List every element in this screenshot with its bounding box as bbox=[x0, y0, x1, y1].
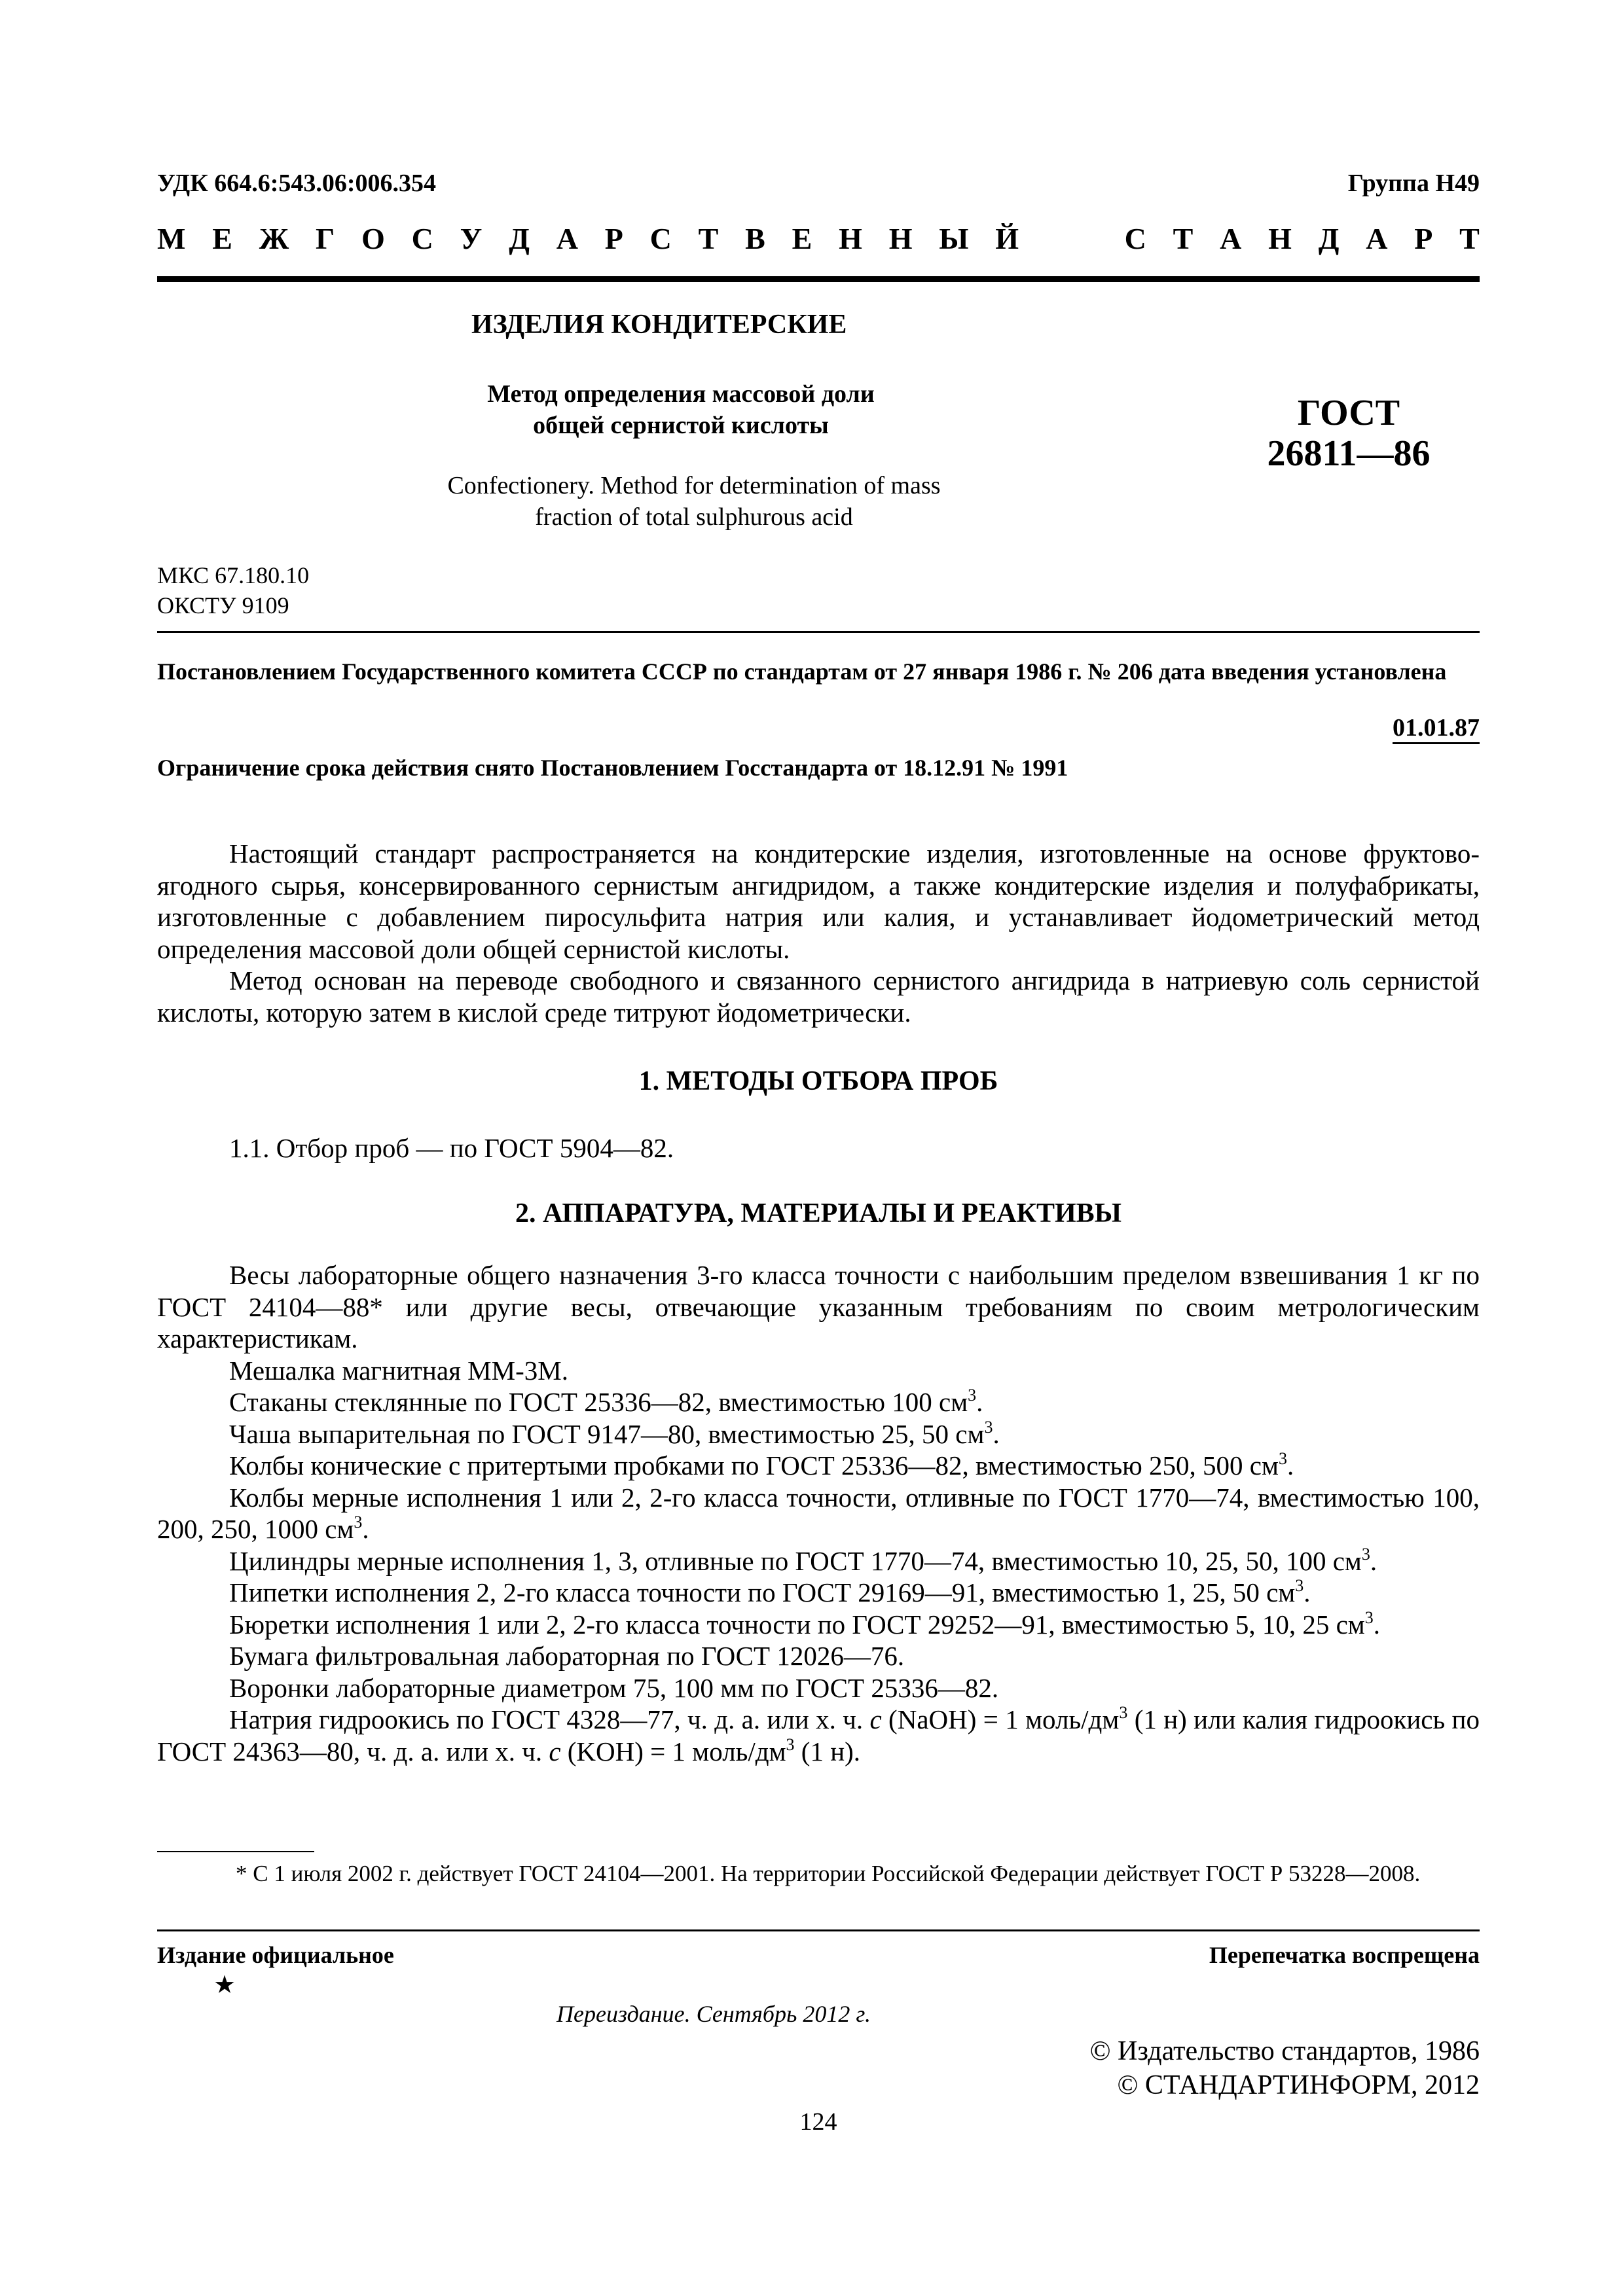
list-item: Стаканы стеклянные по ГОСТ 25336—82, вместимостью 100 $см^3$. bbox=[229, 1386, 983, 1417]
document-page bbox=[157, 0, 1480, 2296]
gost-number: ГОСТ 26811—86 bbox=[1267, 393, 1431, 474]
list-item: Колбы конические с притертыми пробками по ГОСТ 25336—82, вместимостью 250, 500 $см^3$. bbox=[229, 1449, 1294, 1480]
english-title: Confectionery. Method for determination of mass fraction of total sulphurous acid bbox=[447, 472, 941, 531]
list-item: Весы лабораторные общего назначения 3-го класса точности с наибольшим пределом взвешивания 1 кг по ГОСТ 24104—88* или другие весы, отвечающие указанным требованиям по своим метрологическим характеристикам. bbox=[157, 1260, 1480, 1354]
list-item: Колбы мерные исполнения 1 или 2, 2-го класса точности, отливные по ГОСТ 1770—74, вместимостью 100, 200, 250, 1000 $см^3$. bbox=[157, 1482, 1480, 1544]
footnote: * С 1 июля 2002 г. действует ГОСТ 24104—2001. На территории Российской Федерации действует ГОСТ Р 53228—2008. bbox=[236, 1861, 1421, 1886]
star-icon: ★ bbox=[213, 1971, 236, 1999]
section-1-body: 1.1. Отбор проб — по ГОСТ 5904—82. bbox=[229, 1133, 674, 1163]
header-rule bbox=[157, 276, 1480, 282]
decree-text: Постановлением Государственного комитета СССР по стандартам от 27 января 1986 г. № 206 дата введения установлена bbox=[157, 658, 1447, 685]
limitation-note: Ограничение срока действия снято Постановлением Госстандарта от 18.12.91 № 1991 bbox=[157, 755, 1068, 781]
copyright: © Издательство стандартов, 1986 © СТАНДАРТИНФОРМ, 2012 bbox=[1089, 2036, 1480, 2100]
list-item: Натрия гидроокись по ГОСТ 4328—77, ч. д. а. или х. ч. c (NaOH) = 1 моль/$дм^3$ (1 н) или калия гидроокись по ГОСТ 24363—80, ч. д. а. или х. ч. c (KOH) = 1 моль/$дм^3$ (1 н). bbox=[157, 1703, 1480, 1767]
introduction-date: 01.01.87 bbox=[1393, 713, 1480, 744]
group-code: Группа Н49 bbox=[1347, 170, 1480, 197]
reissue-note: Переиздание. Сентябрь 2012 г. bbox=[556, 2001, 871, 2027]
official-edition: Издание официальное bbox=[157, 1942, 394, 1968]
section-2-body bbox=[157, 1259, 1480, 1767]
intro-paragraph: Метод основан на переводе свободного и связанного сернистого ангидрида в натриевую соль сернистой кислоты, которую затем в кислой среде титруют йодометрически. bbox=[157, 965, 1480, 1028]
list-item: Бюретки исполнения 1 или 2, 2-го класса точности по ГОСТ 29252—91, вместимостью 5, 10, 25 $см^3$. bbox=[229, 1607, 1381, 1640]
section-heading: 1. МЕТОДЫ ОТБОРА ПРОБ bbox=[638, 1066, 998, 1096]
footer-rule bbox=[157, 1929, 1480, 1931]
list-item: Воронки лабораторные диаметром 75, 100 мм по ГОСТ 25336—82. bbox=[229, 1672, 999, 1703]
codes-rule bbox=[157, 631, 1480, 633]
list-item: Бумага фильтровальная лабораторная по ГОСТ 12026—76. bbox=[229, 1641, 905, 1671]
method-title: Метод определения массовой доли общей сернистой кислоты bbox=[487, 380, 875, 439]
intro-paragraph: Настоящий стандарт распространяется на кондитерские изделия, изготовленные на основе фруктово-ягодного сырья, консервированного сернистым ангидридом, а также кондитерские изделия и полуфабрикаты, изготовленные с добавлением пиросульфита натрия или калия, и устанавливает йодометрический метод определения массовой доли общей сернистой кислоты. bbox=[157, 838, 1480, 964]
list-item: Цилиндры мерные исполнения 1, 3, отливные по ГОСТ 1770—74, вместимостью 10, 25, 50, 100 $см^3$. bbox=[229, 1544, 1377, 1576]
intro-section bbox=[157, 838, 1480, 1028]
classification-codes: МКС 67.180.10 ОКСТУ 9109 bbox=[157, 562, 310, 619]
list-item: Пипетки исполнения 2, 2-го класса точности по ГОСТ 29169—91, вместимостью 1, 25, 50 $см^3$. bbox=[229, 1576, 1311, 1607]
section-heading: 2. АППАРАТУРА, МАТЕРИАЛЫ И РЕАКТИВЫ bbox=[515, 1198, 1122, 1229]
page-number: 124 bbox=[799, 2108, 837, 2136]
reprint-notice: Перепечатка воспрещена bbox=[1209, 1942, 1480, 1968]
document-title: ИЗДЕЛИЯ КОНДИТЕРСКИЕ bbox=[471, 310, 847, 340]
udk-code: УДК 664.6:543.06:006.354 bbox=[157, 170, 437, 197]
footnote-rule bbox=[157, 1851, 314, 1852]
list-item: Чаша выпарительная по ГОСТ 9147—80, вместимостью 25, 50 $см^3$. bbox=[229, 1417, 1000, 1449]
list-item: Мешалка магнитная ММ-3М. bbox=[229, 1355, 568, 1386]
interstate-standard-banner: М Е Ж Г О С У Д А Р С Т В Е Н Н Ы Й С Т А Н Д А Р Т bbox=[157, 222, 1480, 255]
